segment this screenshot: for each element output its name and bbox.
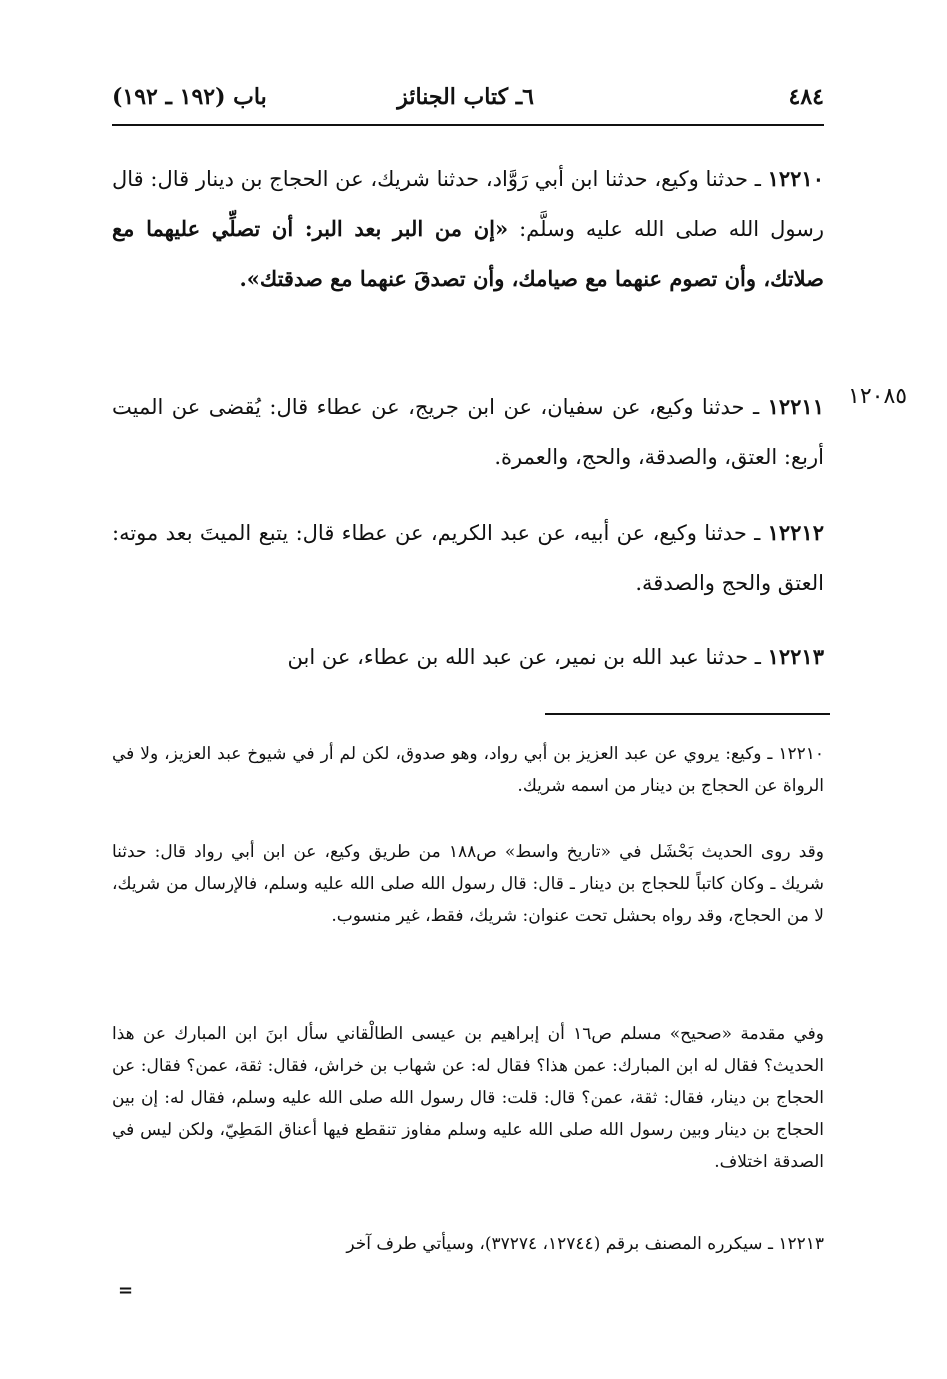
hadith-entry <box>112 508 824 608</box>
hadith-number: ١٢٢١٢ <box>767 520 824 545</box>
hadith-entry <box>112 632 824 682</box>
hadith-number: ١٢٢١٠ <box>767 166 824 191</box>
hadith-text: ـ حدثنا عبد الله بن نمير، عن عبد الله بن عطاء، عن ابن <box>287 645 768 669</box>
hadith-entry <box>112 154 824 304</box>
hadith-matn: «إن من البر بعد البر: أن تصلِّي عليهما مع صلاتك، وأن تصوم عنهما مع صيامك، وأن تصدقَ عنهما مع صدقتك». <box>112 216 824 291</box>
footnote-divider <box>545 713 830 715</box>
hadith-number: ١٢٢١١ <box>767 394 824 419</box>
hadith-text: ـ حدثنا وكيع، عن سفيان، عن ابن جريج، عن عطاء قال: يُقضى عن الميت أربع: العتق، والصدقة، والحج، والعمرة. <box>112 395 824 469</box>
footnote-paragraph: ١٢٢١٠ ـ وكيع: يروي عن عبد العزيز بن أبي رواد، وهو صدوق، لكن لم أر في شيوخ عبد العزيز، ولا في الرواة عن الحجاج بن دينار من اسمه شريك. <box>112 744 824 796</box>
page-number: ٤٨٤ <box>788 84 824 110</box>
header-divider <box>112 124 824 126</box>
running-header <box>112 84 824 120</box>
hadith-isnad: ـ حدثنا وكيع، حدثنا ابن أبي رَوَّاد، حدثنا شريك، عن الحجاج بن دينار قال: قال رسول الله صلى الله عليه وسلَّم: <box>112 167 824 241</box>
footnote-paragraph: وقد روى الحديث بَحْشَل في «تاريخ واسط» ص١٨٨ من طريق وكيع، عن ابن أبي رواد قال: حدثنا شريك ـ وكان كاتباً للحجاج بن دينار ـ قال: قال رسول الله صلى الله عليه وسلم، فالإرسال من شريك، لا من الحجاج، وقد رواه بحشل تحت عنوان: شريك، فقط، غير منسوب. <box>112 842 824 926</box>
chapter-range: باب (١٩٢ ـ ١٩٢) <box>112 84 267 110</box>
continuation-mark: = <box>118 1280 134 1301</box>
hadith-text: ـ حدثنا وكيع، عن أبيه، عن عبد الكريم، عن عطاء قال: يتبع الميتَ بعد موته: العتق والحج والصدقة. <box>112 521 824 595</box>
hadith-number: ١٢٢١٣ <box>767 644 824 669</box>
footnote-paragraph: وفي مقدمة «صحيح» مسلم ص١٦ أن إبراهيم بن عيسى الطالْقاني سأل ابنَ ابن المبارك عن هذا الحديث؟ فقال له ابن المبارك: عمن هذا؟ فقال له: عن شهاب بن خراش، فقال: ثقة، عمن؟ فقال: عن الحجاج بن دينار، فقال: ثقة، عمن؟ قال: قلت: قال رسول الله صلى الله عليه وسلم، فقال له: إن بين الحجاج بن دينار وبين رسول الله صلى الله عليه وسلم مفاوز تنقطع فيها أعناق المَطِيّ، ولكن ليس في الصدقة اختلاف. <box>112 1024 824 1172</box>
book-title: ٦ـ كتاب الجنائز <box>397 84 534 110</box>
footnote-paragraph: ١٢٢١٣ ـ سيكرره المصنف برقم (١٢٧٤٤، ٣٧٢٧٤)، وسيأتي طرف آخر <box>346 1234 824 1254</box>
hadith-entry <box>112 382 824 482</box>
margin-cross-reference: ١٢٠٨٥ <box>848 384 908 409</box>
